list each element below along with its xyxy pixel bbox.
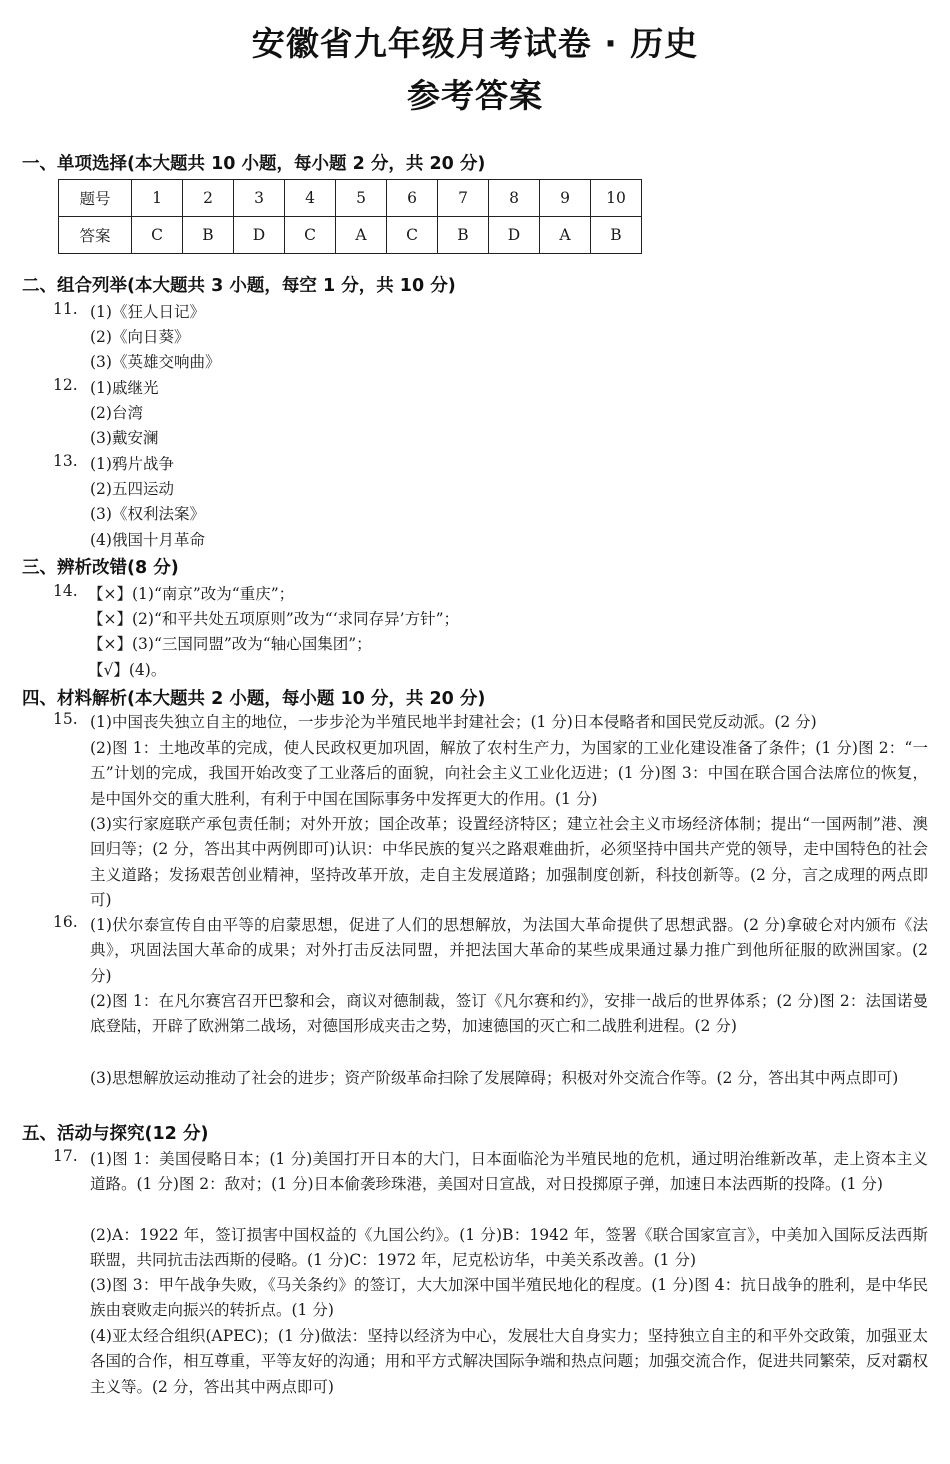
table-cell: 10 (591, 180, 642, 217)
table-row (59, 180, 642, 217)
table-row (59, 217, 642, 254)
section-heading-1: 一、单项选择(本大题共 10 小题，每小题 2 分，共 20 分) (22, 154, 486, 174)
table-header-cell: 答案 (59, 217, 132, 254)
section-heading-5: 五、活动与探究(12 分) (22, 1124, 209, 1144)
table-cell: B (591, 217, 642, 254)
table-cell: 7 (438, 180, 489, 217)
answer-line: (1)戚继光 (90, 379, 159, 397)
table-cell: C (285, 217, 336, 254)
question-number-13: 13. (53, 452, 78, 470)
answer-line: (4)俄国十月革命 (90, 531, 205, 549)
table-cell: 6 (387, 180, 438, 217)
correction-line: 【√】(4)。 (88, 661, 167, 679)
section-heading-3: 三、辨析改错(8 分) (22, 558, 179, 578)
answer-line: (2)《向日葵》 (90, 328, 190, 346)
table-cell: 3 (234, 180, 285, 217)
answer-paragraph: (1)图 1：美国侵略日本；(1 分)美国打开日本的大门，日本面临沦为半殖民地的危机，通过明治维新改革，走上资本主义道路。(1 分)图 2：敌对；(1 分)日本偷袭珍珠港，美国对日宣战，对日投掷原子弹，加速日本法西斯的投降。(1 分) (90, 1150, 928, 1194)
answer-line: (3)《英雄交响曲》 (90, 353, 221, 371)
correction-line: 【×】(3)“三国同盟”改为“轴心国集团”； (88, 635, 372, 653)
table-cell: D (489, 217, 540, 254)
answer-paragraph: (3)图 3：甲午战争失败，《马关条约》的签订，大大加深中国半殖民地化的程度。(1 分)图 4：抗日战争的胜利，是中华民族由衰败走向振兴的转折点。(1 分) (90, 1276, 928, 1320)
page-subtitle: 参考答案 (407, 76, 543, 115)
answer-line: (1)《狂人日记》 (90, 303, 205, 321)
question-number-15: 15. (53, 710, 78, 728)
table-cell: 8 (489, 180, 540, 217)
table-cell: 1 (132, 180, 183, 217)
answer-paragraph: (3)实行家庭联产承包责任制；对外开放；国企改革；设置经济特区；建立社会主义市场经济体制；提出“一国两制”港、澳回归等；(2 分，答出其中两例即可)认识：中华民族的复兴之路艰难曲折，必须坚持中国共产党的领导，走中国特色的社会主义道路；发扬艰苦创业精神，坚持改革开放，走自主发展道路；加强制度创新，科技创新等。(2 分，言之成理的两点即可) (90, 815, 928, 909)
question-number-11: 11. (53, 300, 78, 318)
table-cell: 9 (540, 180, 591, 217)
table-cell: 4 (285, 180, 336, 217)
question-number-16: 16. (53, 913, 78, 931)
table-cell: 5 (336, 180, 387, 217)
table-cell: C (387, 217, 438, 254)
answer-line: (3)《权利法案》 (90, 505, 205, 523)
table-cell: D (234, 217, 285, 254)
correction-line: 【×】(1)“南京”改为“重庆”； (88, 585, 295, 603)
table-header-cell: 题号 (59, 180, 132, 217)
section-heading-4: 四、材料解析(本大题共 2 小题，每小题 10 分，共 20 分) (22, 689, 486, 709)
answer-paragraph: (2)A：1922 年，签订损害中国权益的《九国公约》。(1 分)B：1942 年，签署《联合国家宣言》，中美加入国际反法西斯联盟，共同抗击法西斯的侵略。(1 分)C：1972 年，尼克松访华，中美关系改善。(1 分) (90, 1226, 928, 1270)
table-cell: C (132, 217, 183, 254)
table-cell: 2 (183, 180, 234, 217)
answer-line: (1)鸦片战争 (90, 455, 174, 473)
section-heading-2: 二、组合列举(本大题共 3 小题，每空 1 分，共 10 分) (22, 276, 456, 296)
answer-paragraph: (1)伏尔泰宣传自由平等的启蒙思想，促进了人们的思想解放，为法国大革命提供了思想武器。(2 分)拿破仑对内颁布《法典》，巩固法国大革命的成果；对外打击反法同盟，并把法国大革命的某些成果通过暴力推广到他所征服的欧洲国家。(2 分) (90, 916, 928, 985)
question-number-12: 12. (53, 376, 78, 394)
question-number-17: 17. (53, 1147, 78, 1165)
question-number-14: 14. (53, 582, 78, 600)
correction-line: 【×】(2)“和平共处五项原则”改为“‘求同存异’方针”； (88, 610, 459, 628)
answer-line: (3)戴安澜 (90, 429, 159, 447)
answer-paragraph: (3)思想解放运动推动了社会的进步；资产阶级革命扫除了发展障碍；积极对外交流合作等。(2 分，答出其中两点即可) (90, 1069, 899, 1087)
answer-table (58, 179, 642, 254)
answer-line: (2)台湾 (90, 404, 143, 422)
page-title: 安徽省九年级月考试卷 · 历史 (251, 24, 699, 63)
answer-paragraph: (1)中国丧失独立自主的地位，一步步沦为半殖民地半封建社会；(1 分)日本侵略者和国民党反动派。(2 分) (90, 713, 817, 731)
table-cell: B (438, 217, 489, 254)
answer-paragraph: (2)图 1：在凡尔赛宫召开巴黎和会，商议对德制裁，签订《凡尔赛和约》，安排一战后的世界体系；(2 分)图 2：法国诺曼底登陆，开辟了欧洲第二战场，对德国形成夹击之势，加速德国的灭亡和二战胜利进程。(2 分) (90, 992, 928, 1036)
answer-paragraph: (2)图 1：土地改革的完成，使人民政权更加巩固，解放了农村生产力，为国家的工业化建设准备了条件；(1 分)图 2：“一五”计划的完成，我国开始改变了工业落后的面貌，向社会主义工业化迈进；(1 分)图 3：中国在联合国合法席位的恢复，是中国外交的重大胜利，有利于中国在国际事务中发挥更大的作用。(1 分) (90, 739, 928, 808)
table-cell: A (540, 217, 591, 254)
answer-paragraph: (4)亚太经合组织(APEC)；(1 分)做法：坚持以经济为中心，发展壮大自身实力；坚持独立自主的和平外交政策，加强亚太各国的合作，相互尊重，平等友好的沟通；用和平方式解决国际争端和热点问题；加强交流合作，促进共同繁荣，反对霸权主义等。(2 分，答出其中两点即可) (90, 1327, 928, 1396)
answer-line: (2)五四运动 (90, 480, 174, 498)
table-cell: B (183, 217, 234, 254)
table-cell: A (336, 217, 387, 254)
